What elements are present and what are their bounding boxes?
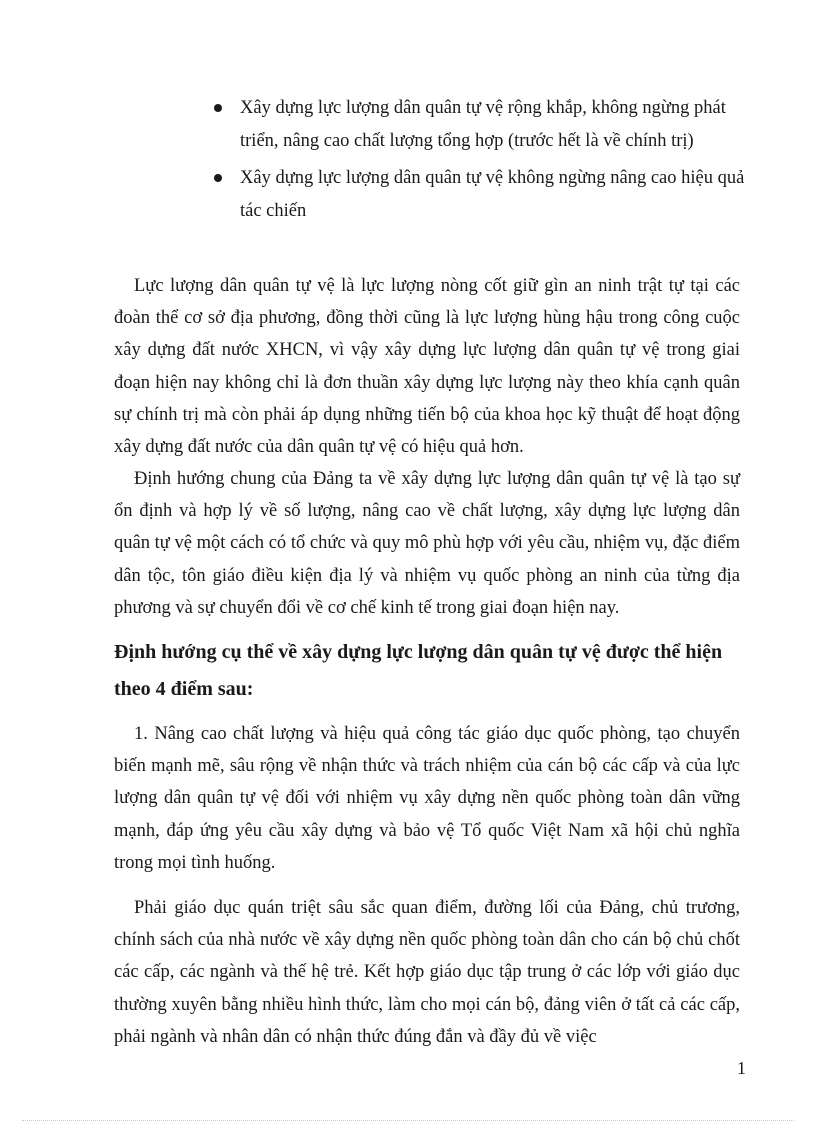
paragraph-general-orientation: Định hướng chung của Đảng ta về xây dựng lực lượng dân quân tự vệ là tạo sự ổn định và hợp lý về số lượng, nâng cao về chất lượng, xây dựng lực lượng dân quân tự vệ một cách có tổ chức và quy mô phù hợp với yêu cầu, nhiệm vụ, đặc điểm dân tộc, tôn giáo điều kiện địa lý và nhiệm vụ quốc phòng an ninh của từng địa phương và sự chuyển đổi về cơ chế kinh tế trong giai đoạn hiện nay. [114, 469, 740, 618]
bullet-item [208, 162, 748, 228]
bullet-item [208, 92, 748, 158]
bullet-dot-icon [214, 104, 222, 112]
paragraph-education: Phải giáo dục quán triệt sâu sắc quan điểm, đường lối của Đảng, chủ trương, chính sách của nhà nước về xây dựng nền quốc phòng toàn dân cho cán bộ chủ chốt các cấp, các ngành và thế hệ trẻ. Kết hợp giáo dục tập trung ở các lớp với giáo dục thường xuyên bằng nhiều hình thức, làm cho mọi cán bộ, đảng viên ở tất cả các cấp, phải ngành và nhân dân có nhận thức đúng đắn và đầy đủ về việc [114, 898, 740, 1047]
paragraph-point-1: 1. Nâng cao chất lượng và hiệu quả công tác giáo dục quốc phòng, tạo chuyển biến mạnh mẽ, sâu rộng về nhận thức và trách nhiệm của cán bộ các cấp và của lực lượng dân quân tự vệ đối với nhiệm vụ xây dựng nền quốc phòng toàn dân vững mạnh, đáp ứng yêu cầu xây dựng và bảo vệ Tổ quốc Việt Nam xã hội chủ nghĩa trong mọi tình huống. [114, 724, 740, 873]
paragraph-militia-role: Lực lượng dân quân tự vệ là lực lượng nòng cốt giữ gìn an ninh trật tự tại các đoàn thể cơ sở địa phương, đồng thời cũng là lực lượng hùng hậu trong công cuộc xây dựng đất nước XHCN, vì vậy xây dựng lực lượng dân quân tự vệ trong giai đoạn hiện nay không chỉ là đơn thuần xây dựng lực lượng này theo khía cạnh quân sự chính trị mà còn phải áp dụng những tiến bộ của khoa học kỹ thuật để hoạt động xây dựng đất nước của dân quân tự vệ có hiệu quả hơn. [114, 276, 740, 458]
bullet-dot-icon [214, 174, 222, 182]
bullet-text: Xây dựng lực lượng dân quân tự vệ không ngừng nâng cao hiệu quả tác chiến [240, 168, 745, 221]
page-bottom-divider [22, 1120, 794, 1121]
page-number: 1 [737, 1058, 746, 1078]
section-heading: Định hướng cụ thể về xây dựng lực lượng dân quân tự vệ được thể hiện theo 4 điểm sau: [114, 641, 723, 700]
bullet-list [208, 92, 748, 232]
bullet-text: Xây dựng lực lượng dân quân tự vệ rộng khắp, không ngừng phát triển, nâng cao chất lượng tổng hợp (trước hết là về chính trị) [240, 98, 726, 151]
